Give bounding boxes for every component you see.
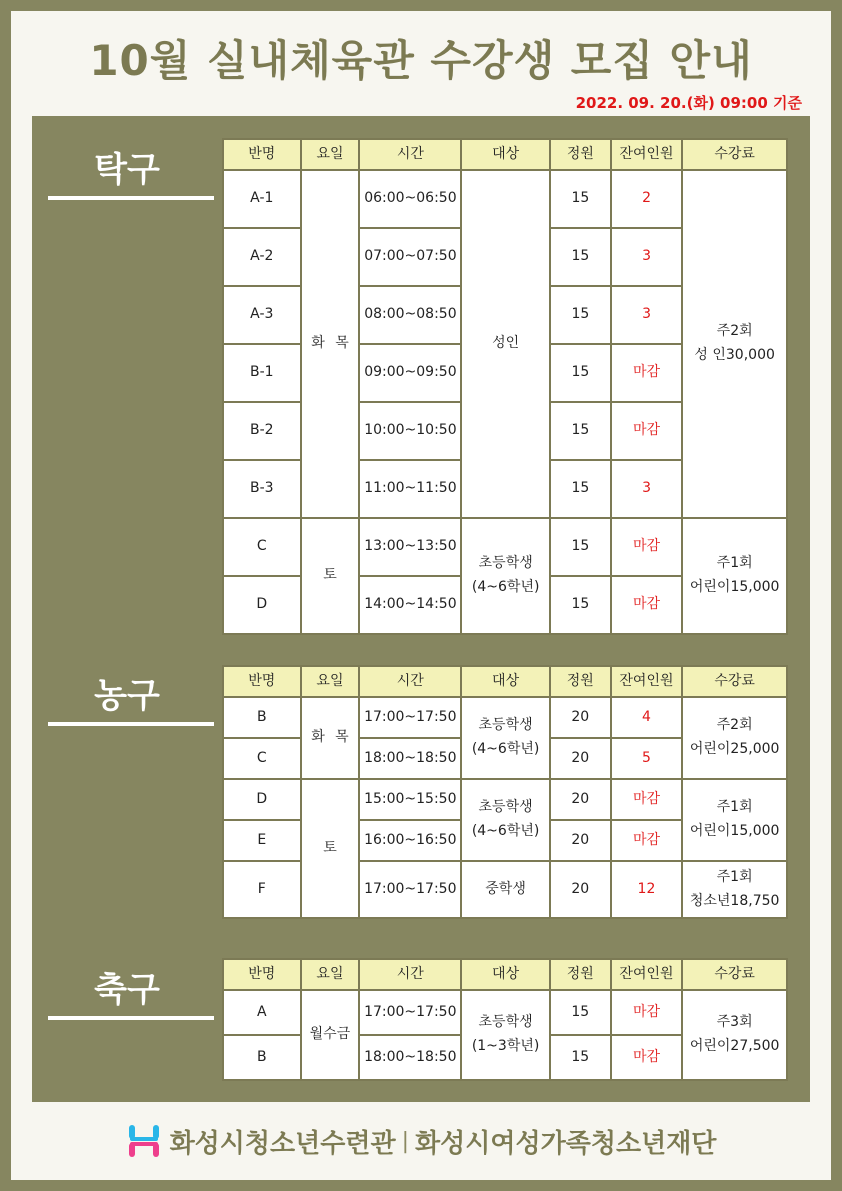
org-name-center: 화성시청소년수련관: [169, 1128, 396, 1159]
fee-cell: 주2회 어린이25,000: [682, 697, 787, 779]
class-cell: B-3: [223, 460, 301, 518]
class-cell: B-2: [223, 402, 301, 460]
header-time: 시간: [359, 139, 461, 170]
basketball-table: [222, 665, 788, 919]
class-cell: D: [223, 576, 301, 634]
target-cell: 초등학생 (1~3학년): [461, 990, 550, 1080]
class-cell: A: [223, 990, 301, 1035]
remaining-cell: 마감: [611, 990, 683, 1035]
day-cell: 토: [301, 518, 360, 634]
remaining-cell: 3: [611, 286, 683, 344]
day-cell: 월수금: [301, 990, 360, 1080]
header-target: 대상: [461, 959, 550, 990]
header-target: 대상: [461, 139, 550, 170]
time-cell: 09:00~09:50: [359, 344, 461, 402]
header-day: 요일: [301, 666, 360, 697]
fee-cell: 주1회 어린이15,000: [682, 779, 787, 861]
section-title-basketball: 농구: [94, 676, 160, 716]
day-cell: 화 목: [301, 697, 360, 779]
header-capacity: 정원: [550, 959, 611, 990]
footer-separator: |: [401, 1128, 410, 1154]
class-cell: B-1: [223, 344, 301, 402]
remaining-cell: 마감: [611, 402, 683, 460]
header-class: 반명: [223, 959, 301, 990]
capacity-cell: 20: [550, 861, 611, 918]
time-cell: 15:00~15:50: [359, 779, 461, 820]
time-cell: 13:00~13:50: [359, 518, 461, 576]
header-time: 시간: [359, 959, 461, 990]
target-cell: 초등학생 (4~6학년): [461, 779, 550, 861]
capacity-cell: 15: [550, 286, 611, 344]
remaining-cell: 마감: [611, 344, 683, 402]
capacity-cell: 20: [550, 697, 611, 738]
section-divider: [48, 1016, 214, 1020]
class-cell: C: [223, 738, 301, 779]
remaining-cell: 마감: [611, 779, 683, 820]
time-cell: 17:00~17:50: [359, 990, 461, 1035]
foundation-logo-icon: [126, 1121, 162, 1161]
header-row: [223, 666, 787, 697]
time-cell: 17:00~17:50: [359, 697, 461, 738]
remaining-cell: 5: [611, 738, 683, 779]
capacity-cell: 15: [550, 460, 611, 518]
section-title-soccer: 축구: [94, 970, 160, 1010]
class-cell: C: [223, 518, 301, 576]
target-cell: 초등학생 (4~6학년): [461, 518, 550, 634]
time-cell: 16:00~16:50: [359, 820, 461, 861]
time-cell: 06:00~06:50: [359, 170, 461, 228]
fee-cell: 주1회 청소년18,750: [682, 861, 787, 918]
class-cell: B: [223, 697, 301, 738]
class-cell: F: [223, 861, 301, 918]
remaining-cell: 12: [611, 861, 683, 918]
remaining-cell: 마감: [611, 1035, 683, 1080]
header-capacity: 정원: [550, 139, 611, 170]
capacity-cell: 15: [550, 990, 611, 1035]
table-row: [223, 518, 787, 576]
class-cell: A-2: [223, 228, 301, 286]
time-cell: 18:00~18:50: [359, 738, 461, 779]
content-panel: [32, 116, 810, 1102]
time-cell: 08:00~08:50: [359, 286, 461, 344]
footer: [0, 1118, 842, 1164]
header-time: 시간: [359, 666, 461, 697]
remaining-cell: 3: [611, 228, 683, 286]
capacity-cell: 15: [550, 344, 611, 402]
remaining-cell: 3: [611, 460, 683, 518]
fee-cell: 주2회 성 인30,000: [682, 170, 787, 518]
capacity-cell: 15: [550, 228, 611, 286]
remaining-cell: 2: [611, 170, 683, 228]
remaining-cell: 4: [611, 697, 683, 738]
remaining-cell: 마감: [611, 518, 683, 576]
capacity-cell: 15: [550, 1035, 611, 1080]
org-name-foundation: 화성시여성가족청소년재단: [415, 1128, 717, 1159]
class-cell: B: [223, 1035, 301, 1080]
table-row: [223, 990, 787, 1035]
soccer-table: [222, 958, 788, 1081]
reference-date: 2022. 09. 20.(화) 09:00 기준: [575, 94, 802, 112]
header-class: 반명: [223, 666, 301, 697]
table-tennis-table: [222, 138, 788, 635]
remaining-cell: 마감: [611, 576, 683, 634]
day-cell: 화 목: [301, 170, 360, 518]
time-cell: 11:00~11:50: [359, 460, 461, 518]
header-remaining: 잔여인원: [611, 666, 683, 697]
page-title: 10월 실내체육관 수강생 모집 안내: [89, 36, 753, 85]
capacity-cell: 20: [550, 779, 611, 820]
capacity-cell: 15: [550, 170, 611, 228]
header-fee: 수강료: [682, 139, 787, 170]
time-cell: 07:00~07:50: [359, 228, 461, 286]
header-day: 요일: [301, 959, 360, 990]
target-cell: 초등학생 (4~6학년): [461, 697, 550, 779]
capacity-cell: 20: [550, 738, 611, 779]
header-row: [223, 959, 787, 990]
header-fee: 수강료: [682, 666, 787, 697]
time-cell: 17:00~17:50: [359, 861, 461, 918]
section-divider: [48, 196, 214, 200]
table-row: [223, 779, 787, 820]
time-cell: 14:00~14:50: [359, 576, 461, 634]
header-class: 반명: [223, 139, 301, 170]
table-row: [223, 697, 787, 738]
header-capacity: 정원: [550, 666, 611, 697]
class-cell: A-1: [223, 170, 301, 228]
class-cell: E: [223, 820, 301, 861]
target-cell: 중학생: [461, 861, 550, 918]
header-remaining: 잔여인원: [611, 139, 683, 170]
header-row: [223, 139, 787, 170]
header-remaining: 잔여인원: [611, 959, 683, 990]
fee-cell: 주3회 어린이27,500: [682, 990, 787, 1080]
time-cell: 18:00~18:50: [359, 1035, 461, 1080]
table-row: [223, 170, 787, 228]
section-divider: [48, 722, 214, 726]
capacity-cell: 20: [550, 820, 611, 861]
class-cell: A-3: [223, 286, 301, 344]
remaining-cell: 마감: [611, 820, 683, 861]
header-fee: 수강료: [682, 959, 787, 990]
fee-cell: 주1회 어린이15,000: [682, 518, 787, 634]
header-target: 대상: [461, 666, 550, 697]
header-day: 요일: [301, 139, 360, 170]
class-cell: D: [223, 779, 301, 820]
section-title-table-tennis: 탁구: [94, 150, 160, 190]
capacity-cell: 15: [550, 576, 611, 634]
day-cell: 토: [301, 779, 360, 918]
capacity-cell: 15: [550, 518, 611, 576]
capacity-cell: 15: [550, 402, 611, 460]
target-cell: 성인: [461, 170, 550, 518]
time-cell: 10:00~10:50: [359, 402, 461, 460]
